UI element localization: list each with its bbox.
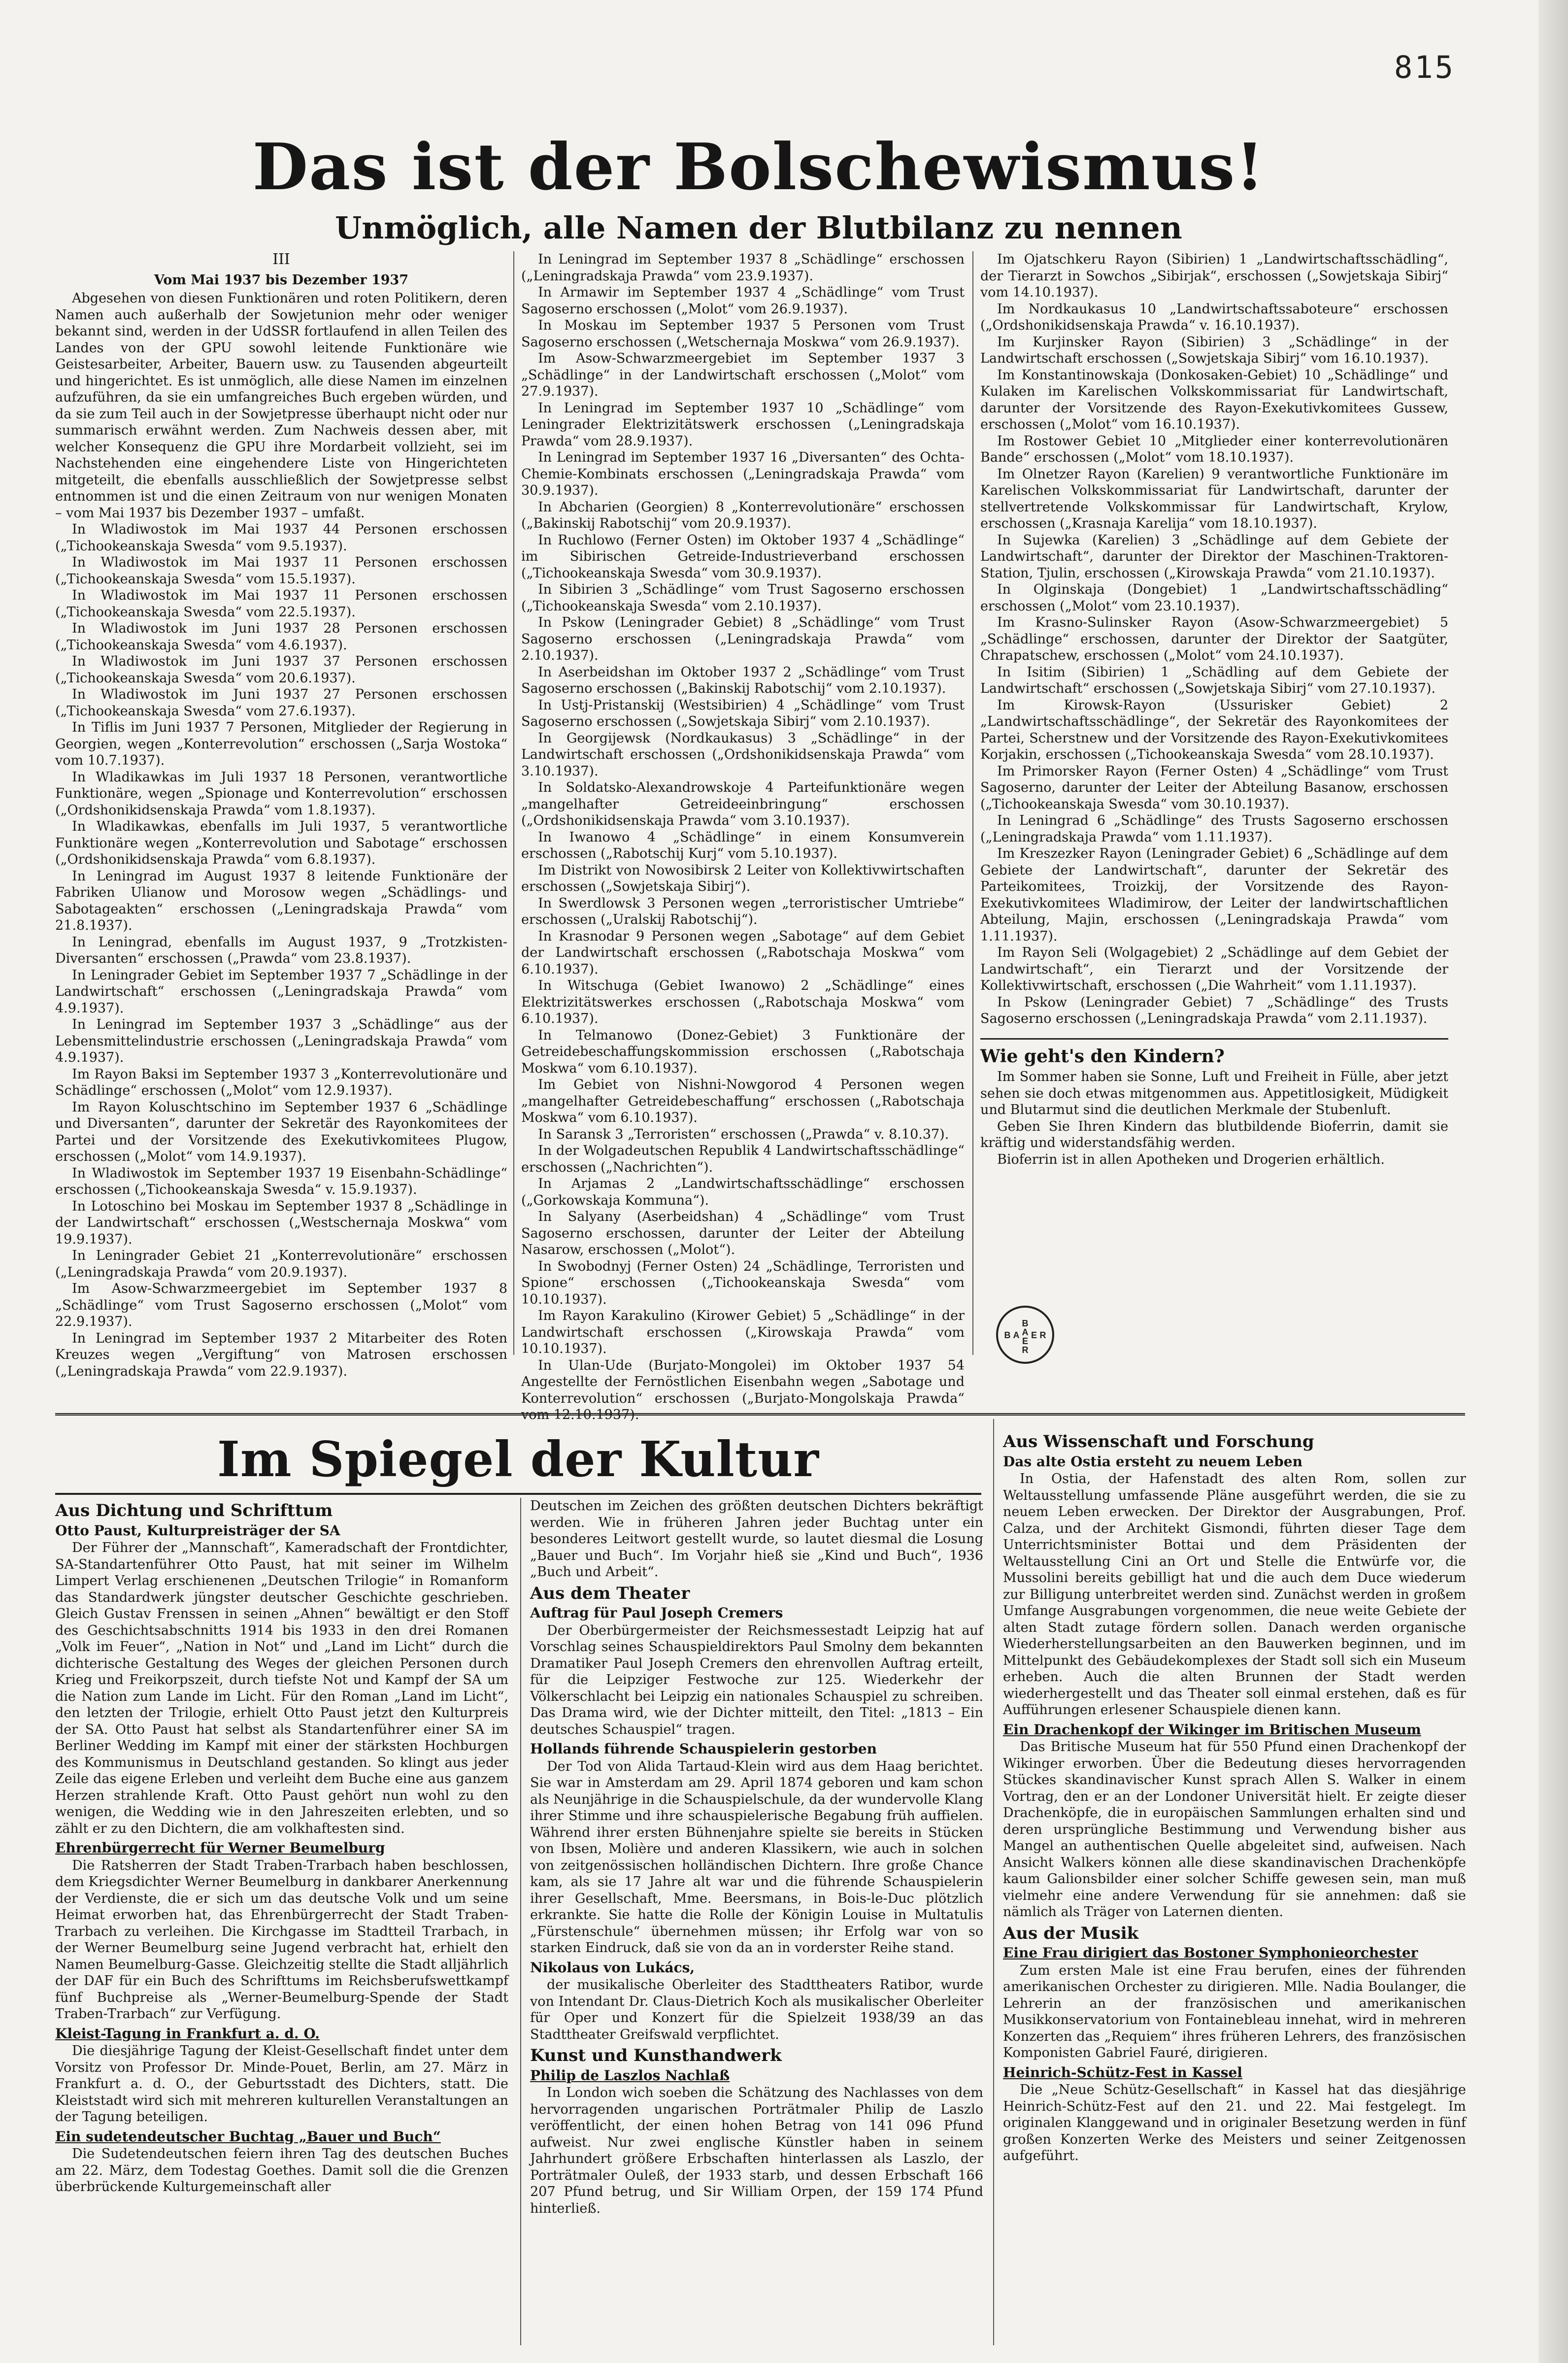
list-item: Im Rayon Seli (Wolgagebiet) 2 „Schädlinge auf dem Gebiet der Landwirtschaft“, ein Tierarzt und der Vorsitzende der Kollektivwirtschaft, erschossen („Die Wahrheit“ vom 1.11.1937). xyxy=(980,945,1448,993)
sub-headline: Unmöglich, alle Namen der Blutbilanz zu nennen xyxy=(335,210,1182,246)
list-item: In Pskow (Leningrader Gebiet) 8 „Schädlinge“ vom Trust Sagoserno erschossen („Leningradskaja Prawda“ vom 2.10.1937). xyxy=(521,615,965,663)
article-title: Ehrenbürgerrecht für Werner Beumelburg xyxy=(55,1840,385,1856)
list-item: In Leningrad im September 1937 10 „Schädlinge“ vom Leningrader Elektrizitätswerk erschossen („Leningradskaja Prawda“ vom 28.9.1937). xyxy=(521,400,965,449)
list-item: In Krasnodar 9 Personen wegen „Sabotage“ auf dem Gebiet der Landwirtschaft erschossen („Rabotschaja Moskwa“ vom 6.10.1937). xyxy=(521,928,965,977)
list-item: Im Rayon Koluschtschino im September 1937 6 „Schädlinge und Diversanten“, darunter der Sekretär des Rayonkomitees der Partei und der Vorsitzende des Exekutivkomitees Plugow, erschossen („Molot“ vom 14.9.1937). xyxy=(55,1099,507,1164)
section-heading-rule xyxy=(55,1493,981,1495)
list-item: In Pskow (Leningrader Gebiet) 7 „Schädlinge“ des Trusts Sagoserno erschossen („Leningradskaja Prawda“ vom 2.11.1937). xyxy=(980,994,1448,1026)
list-item: In Ustj-Pristanskij (Westsibirien) 4 „Schädlinge“ vom Trust Sagoserno erschossen („Sowjetskaja Sibirj“ vom 2.10.1937). xyxy=(521,697,965,729)
svg-text:R: R xyxy=(1022,1345,1029,1355)
article-title: Auftrag für Paul Joseph Cremers xyxy=(530,1605,783,1621)
section-title: Aus Wissenschaft und Forschung xyxy=(1003,1432,1314,1452)
list-item: In Wladikawkas, ebenfalls im Juli 1937, 5 verantwortliche Funktionäre wegen „Konterrevolution und Sabotage“ erschossen („Ordshonikidsenskaja Prawda“ vom 6.8.1937). xyxy=(55,819,507,867)
svg-text:E: E xyxy=(1022,1336,1029,1346)
list-item: Im Rostower Gebiet 10 „Mitglieder einer konterrevolutionären Bande“ erschossen („Molot“ vom 18.10.1937). xyxy=(980,433,1448,465)
list-item: Im Krasno-Sulinsker Rayon (Asow-Schwarzmeergebiet) 5 „Schädlinge“ erschossen, darunter der Direktor der Saatgüter, Chrapatschew, erschossen („Molot“ vom 24.10.1937). xyxy=(980,615,1448,663)
section-title: Kunst und Kunsthandwerk xyxy=(530,2046,782,2065)
svg-text:R: R xyxy=(1039,1330,1046,1340)
list-item: Im Asow-Schwarzmeergebiet im September 1937 3 „Schädlinge“ in der Landwirtschaft erschossen („Molot“ vom 27.9.1937). xyxy=(521,351,965,399)
list-item: Im Kurjinsker Rayon (Sibirien) 3 „Schädlinge“ in der Landwirtschaft erschossen („Sowjetskaja Sibirj“ vom 16.10.1937). xyxy=(980,334,1448,366)
advertisement xyxy=(980,1048,1448,1168)
list-item: In Ulan-Ude (Burjato-Mongolei) im Oktober 1937 54 Angestellte der Fernöstlichen Eisenbahn wegen „Sabotage und Konterrevolution“ erschossen („Burjato-Mongolskaja Prawda“ vom 12.10.1937). xyxy=(521,1357,965,1422)
list-item: Im Ojatschkeru Rayon (Sibirien) 1 „Landwirtschaftsschädling“, der Tierarzt in Sowchos „Sibirjak“, erschossen („Sowjetskaja Sibirj“ vom 14.10.1937). xyxy=(980,252,1448,300)
list-item: In Sujewka (Karelien) 3 „Schädlinge auf dem Gebiete der Landwirtschaft“, darunter der Direktor der Maschinen-Traktoren-Station, Tjulin, erschossen („Kirowskaja Prawda“ vom 21.10.1937). xyxy=(980,532,1448,581)
list-item: In Salyany (Aserbeidshan) 4 „Schädlinge“ vom Trust Sagoserno erschossen, darunter der Leiter der Abteilung Nasarow, erschossen („Molot“). xyxy=(521,1209,965,1257)
list-item: Im Olnetzer Rayon (Karelien) 9 verantwortliche Funktionäre im Karelischen Volkskommissariat für Landwirtschaft, darunter der stellvertretende Volkskommissar für Landwirtschaft, Krylow, erschossen („Krasnaja Karelija“ vom 18.10.1937). xyxy=(980,466,1448,531)
culture-column-3 xyxy=(1003,1429,1466,2164)
article-title: Ein sudetendeutscher Buchtag „Bauer und Buch“ xyxy=(55,2128,441,2145)
list-item: In Wladiwostok im Juni 1937 37 Personen erschossen („Tichookeanskaja Swesda“ vom 20.6.1937). xyxy=(55,654,507,686)
article-paragraph: Die diesjährige Tagung der Kleist-Gesellschaft findet unter dem Vorsitz von Professor Dr. Minde-Pouet, Berlin, am 27. März in Frankfurt a. d. O., der Geburtsstadt des Dichters, statt. Die Kleiststadt wird sich mit mehreren kulturellen Veranstaltungen an der Tagung beteiligen. xyxy=(55,2043,508,2125)
main-headline: Das ist der Bolschewismus! xyxy=(252,129,1265,204)
list-item: In Leningrad im September 1937 16 „Diversanten“ des Ochta-Chemie-Kombinats erschossen („Leningradskaja Prawda“ vom 30.9.1937). xyxy=(521,450,965,498)
article-paragraph: Die Ratsherren der Stadt Traben-Trarbach haben beschlossen, dem Kriegsdichter Werner Beumelburg in dankbarer Anerkennung der Verdienste, die er sich um das deutsche Volk und um seine Heimat erworben hat, das Ehrenbürgerrecht der Stadt Traben-Trarbach zu verleihen. Die Kirchgasse im Stadtteil Trarbach, in der Werner Beumelburg seine Jugend verbracht hat, erhielt den Namen Beumelburg-Gasse. Gleichzeitig stellte die Stadt alljährlich der DAF für ein Buch des Schrifttums im Reichsberufswettkampf fünf Buchpreise als „Werner-Beumelburg-Spende der Stadt Traben-Trarbach“ zur Verfügung. xyxy=(55,1857,508,2022)
list-item: In Wladiwostok im Juni 1937 28 Personen erschossen („Tichookeanskaja Swesda“ vom 4.6.1937). xyxy=(55,621,507,653)
list-item: In Saransk 3 „Terroristen“ erschossen („Prawda“ v. 8.10.37). xyxy=(538,1126,949,1142)
column-divider xyxy=(513,251,514,1355)
article-paragraph: Der Tod von Alida Tartaud-Klein wird aus dem Haag berichtet. Sie war in Amsterdam am 29. April 1874 geboren und kam schon als Neunjährige in die Schauspielschule, da der wundervolle Klang ihrer Stimme und ihre schauspielerische Begabung früh auffielen. Während ihrer ersten Bühnenjahre spielte sie bereits in Stücken von Ibsen, Molière und anderen Klassikern, wie auch in solchen von zeitgenössischen holländischen Dichtern. Ihre große Chance kam, als sie 17 Jahre alt war und die führende Schauspielerin ihrer Gesellschaft, Mme. Beersmans, in Bois-le-Duc plötzlich erkrankte. Sie hatte die Rolle der Königin Louise in Multatulis „Fürstenschule“ übernehmen müssen; ihr Erfolg war von so starken Eindruck, daß sie von da an in vorderster Reihe stand. xyxy=(530,1758,983,1956)
article-paragraph: Die Sudetendeutschen feiern ihren Tag des deutschen Buches am 22. März, dem Todestag Goethes. Damit soll die die Grenzen überbrückende Kulturgemeinschaft aller xyxy=(55,2146,508,2194)
list-item: In der Wolgadeutschen Republik 4 Landwirtschaftsschädlinge“ erschossen („Nachrichten“). xyxy=(521,1143,965,1175)
list-item: In Leningrad 6 „Schädlinge“ des Trusts Sagoserno erschossen („Leningradskaja Prawda“ vom 1.11.1937). xyxy=(980,813,1448,845)
list-item: In Telmanowo (Donez-Gebiet) 3 Funktionäre der Getreidebeschaffungskommission erschossen („Rabotschaja Moskwa“ vom 6.10.1937). xyxy=(521,1027,965,1076)
list-item: Im Gebiet von Nishni-Nowgorod 4 Personen wegen „mangelhafter Getreidebeschaffung“ erschossen („Rabotschaja Moskwa“ vom 6.10.1937). xyxy=(521,1077,965,1125)
article-paragraph: In Ostia, der Hafenstadt des alten Rom, sollen zur Weltausstellung umfassende Pläne ausgeführt werden, die sie zu neuem Leben erwecken. Der Direktor der Ausgrabungen, Prof. Calza, und der Architekt Gismondi, führten dieser Tage dem Unterrichtsminister Bottai und dem Präsidenten der Weltausstellung Cini an Ort und Stelle die Entwürfe vor, die Mussolini bereits gebilligt hat und die auch dem Duce wiederum zur Billigung unterbreitet werden sind. Zunächst werden in großem Umfange Ausgrabungen vorgenommen, die neue weite Gebiete der alten Stadt zutage fördern sollen. Danach werden organische Wiederherstellungsarbeiten an den Bauwerken beginnen, und im Mittelpunkt des Gebäudekomplexes der Stadt soll sich ein Museum erheben. Auch die alten Brunnen der Stadt werden wiederhergestellt und das Theater soll einmal erstehen, daß es für Aufführungen erlesener Schauspiele dienen kann. xyxy=(1003,1471,1466,1718)
execution-list xyxy=(521,251,965,1423)
list-item: In Leningrader Gebiet im September 1937 7 „Schädlinge in der Landwirtschaft“ erschossen („Leningradskaja Prawda“ vom 4.9.1937). xyxy=(55,967,507,1016)
ad-text: Geben Sie Ihren Kindern das blutbildende Bioferrin, damit sie kräftig und widerstandsfähig werden. xyxy=(980,1118,1448,1150)
article-column-2 xyxy=(521,251,965,1423)
list-item: In Leningrad im September 1937 2 Mitarbeiter des Roten Kreuzes wegen „Vergiftung“ von Matrosen erschossen („Leningradskaja Prawda“ vom 22.9.1937). xyxy=(55,1330,507,1379)
section-title: Aus dem Theater xyxy=(530,1583,690,1603)
article-paragraph: Der Oberbürgermeister der Reichsmessestadt Leipzig hat auf Vorschlag seines Schauspieldirektors Paul Smolny dem bekannten Dramatiker Paul Joseph Cremers den ehrenvollen Auftrag erteilt, für die Leipziger Festwoche zur 125. Wiederkehr der Völkerschlacht bei Leipzig ein nationales Schauspiel zu schreiben. Das Drama wird, wie der Dichter mitteilt, den Titel: „1813 – Ein deutsches Schauspiel“ tragen. xyxy=(530,1622,983,1737)
list-item: In Wladiwostok im Mai 1937 11 Personen erschossen („Tichookeanskaja Swesda“ vom 15.5.1937). xyxy=(55,555,507,587)
article-paragraph: In London wich soeben die Schätzung des Nachlasses von dem hervorragenden ungarischen Porträtmaler Philip de Laszlo veröffentlicht, der einen hohen Betrag von 141 096 Pfund aufweist. Nur zwei englische Künstler haben in seinem Jahrhundert größere Erbschaften hinterlassen als Laszlo, der Porträtmaler Ouleß, der 1933 starb, und dessen Erbschaft 166 207 Pfund betrug, und Sir William Orpen, der 159 174 Pfund hinterließ. xyxy=(530,2085,983,2216)
column-divider xyxy=(993,1419,994,2345)
ad-title: Wie geht's den Kindern? xyxy=(980,1046,1225,1067)
list-item: In Aserbeidshan im Oktober 1937 2 „Schädlinge“ vom Trust Sagoserno erschossen („Bakinskij Rabotschij“ vom 2.10.1937). xyxy=(521,664,965,696)
list-item: Im Kirowsk-Rayon (Ussurisker Gebiet) 2 „Landwirtschaftsschädlinge“, der Sekretär des Rayonkomitees der Partei, Scherstnew und der Vorsitzende des Rayon-Exekutivkomitees Korjakin, erschossen („Tichookeanskaja Swesda“ vom 28.10.1937). xyxy=(980,697,1448,762)
execution-list xyxy=(980,251,1448,1027)
list-item: In Isitim (Sibirien) 1 „Schädling auf dem Gebiete der Landwirtschaft“ erschossen („Sowjetskaja Sibirj“ vom 27.10.1937). xyxy=(980,664,1448,696)
list-item: In Leningrad im August 1937 8 leitende Funktionäre der Fabriken Ulianow und Morosow wegen „Schädlings- und Sabotageakten“ erschossen („Leningradskaja Prawda“ vom 21.8.1937). xyxy=(55,868,507,933)
list-item: In Tiflis im Juni 1937 7 Personen, Mitglieder der Regierung in Georgien, wegen „Konterrevolution“ erschossen („Sarja Wostoka“ vom 10.7.1937). xyxy=(55,720,507,768)
list-item: In Leningrad im September 1937 8 „Schädlinge“ erschossen („Leningradskaja Prawda“ vom 23.9.1937). xyxy=(521,252,965,284)
list-item: In Abcharien (Georgien) 8 „Konterrevolutionäre“ erschossen („Bakinskij Rabotschij“ vom 20.9.1937). xyxy=(521,499,965,531)
article-column-1 xyxy=(55,251,507,1380)
article-title: Kleist-Tagung in Frankfurt a. d. O. xyxy=(55,2025,320,2042)
svg-text:E: E xyxy=(1031,1330,1037,1340)
page-number: 815 xyxy=(1394,49,1455,85)
list-item: Im Rayon Baksi im September 1937 3 „Konterrevolutionäre und Schädlinge“ erschossen („Molot“ vom 12.9.1937). xyxy=(55,1066,507,1098)
article-title: Nikolaus von Lukács, xyxy=(530,1959,695,1976)
list-item: In Swerdlowsk 3 Personen wegen „terroristischer Umtriebe“ erschossen („Uralskij Rabotschij“). xyxy=(521,895,965,927)
ad-divider xyxy=(980,1038,1448,1040)
section-heading: Im Spiegel der Kultur xyxy=(217,1431,820,1488)
list-item: Im Distrikt von Nowosibirsk 2 Leiter von Kollektivwirtschaften erschossen („Sowjetskaja Sibirj“). xyxy=(521,862,965,894)
column-divider xyxy=(520,1498,521,2345)
list-item: In Iwanowo 4 „Schädlinge“ in einem Konsumverein erschossen („Rabotschij Kurj“ vom 5.10.1937). xyxy=(521,829,965,861)
list-item: In Leningrad im September 1937 3 „Schädlinge“ aus der Lebensmittelindustrie erschossen („Leningradskaja Prawda“ vom 4.9.1937). xyxy=(55,1017,507,1065)
list-item: In Wladiwostok im September 1937 19 Eisenbahn-Schädlinge“ erschossen („Tichookeanskaja Swesda“ v. 15.9.1937). xyxy=(55,1165,507,1197)
article-title: Das alte Ostia ersteht zu neuem Leben xyxy=(1003,1453,1302,1470)
article-title: Eine Frau dirigiert das Bostoner Symphonieorchester xyxy=(1003,1945,1418,1961)
page-binding-edge xyxy=(1538,0,1568,2363)
list-item: Im Primorsker Rayon (Ferner Osten) 4 „Schädlinge“ vom Trust Sagoserno, darunter der Leiter der Abteilung Basanow, erschossen („Tichookeanskaja Swesda“ vom 30.10.1937). xyxy=(980,763,1448,812)
section-title: Aus der Musik xyxy=(1003,1923,1139,1943)
list-item: Im Kreszezker Rayon (Leningrader Gebiet) 6 „Schädlinge auf dem Gebiete der Landwirtschaft“, darunter der Sekretär des Parteikomitees, Troizkij, der Vorsitzende des Rayon-Exekutivkomitees Wladimirow, der Leiter der landwirtschaftlichen Abteilung, Majin, erschossen („Leningradskaja Prawda“ vom 1.11.1937). xyxy=(980,846,1448,944)
article-title: Philip de Laszlos Nachlaß xyxy=(530,2067,730,2084)
article-paragraph: Die „Neue Schütz-Gesellschaft“ in Kassel hat das diesjährige Heinrich-Schütz-Fest auf den 21. und 22. Mai festgelegt. Im originalen Klanggewand und in originaler Besetzung werden in fünf großen Konzerten Werke des Meisters und seiner Zeitgenossen aufgeführt. xyxy=(1003,2082,1466,2163)
article-paragraph: Der Führer der „Mannschaft“, Kameradschaft der Frontdichter, SA-Standartenführer Otto Paust, hat mit seiner im Wilhelm Limpert Verlag erschienenen „Deutschen Trilogie“ in Romanform das Standardwerk jüngster deutscher Geschichte geschrieben. Gleich Gustav Frenssen in seinen „Ahnen“ bewältigt er den Stoff des Geschichtsabschnitts 1914 bis 1933 in den drei Romanen „Volk im Feuer“, „Nation in Not“ und „Land im Licht“ durch die dichterische Gestaltung des Weges der gleichen Personen durch Krieg und Freikorpszeit, durch tiefste Not und Kampf der SA um die Nation zum Lande im Licht. Für den Roman „Land im Licht“, den letzten der Trilogie, erhielt Otto Paust jetzt den Kulturpreis der SA. Otto Paust hat selbst als Standartenführer einer SA im Berliner Wedding im Kampf mit einer der stärksten Hochburgen des Kommunismus in Deutschland gestanden. So klingt aus jeder Zeile das eigene Erleben und verleiht dem Buche eine aus ganzem Herzen strahlende Kraft. Otto Paust gehört nun wohl zu den wenigen, die Wedding wie in den Jahreszeiten erlebten, und so zählt er zu den Dichtern, die am volkhaftesten sind. xyxy=(55,1540,508,1836)
list-item: In Soldatsko-Alexandrowskoje 4 Parteifunktionäre wegen „mangelhafter Getreideeinbringung“ erschossen („Ordshonikidsenskaja Prawda“ vom 3.10.1937). xyxy=(521,780,965,828)
list-item: In Wladikawkas im Juli 1937 18 Personen, verantwortliche Funktionäre, wegen „Spionage und Konterrevolution“ erschossen („Ordshonikidsenskaja Prawda“ vom 1.8.1937). xyxy=(55,769,507,818)
intro-paragraph: Abgesehen von diesen Funktionären und roten Politikern, deren Namen auch außerhalb der Sowjetunion mehr oder weniger bekannt sind, werden in der UdSSR fortlaufend in allen Teilen des Landes von der GPU sowohl leitende Funktionäre wie Geistesarbeiter, Arbeiter, Bauern usw. zu Tausenden abgeurteilt und hingerichtet. Es ist unmöglich, alle diese Namen im einzelnen aufzuführen, da sie ein umfangreiches Buch ergeben würden, und da sie zum Teil auch in der Sowjetpresse überhaupt nicht oder nur summarisch erwähnt werden. Zum Nachweis dessen aber, mit welcher Konsequenz die GPU ihre Mordarbeit vollzieht, sei im Nachstehenden eine eingehendere Liste von Hingerichteten mitgeteilt, die ebenfalls ausschließlich der Sowjetpresse selbst entnommen ist und die einen Zeitraum von nur wenigen Monaten – vom Mai 1937 bis Dezember 1937 – umfaßt. xyxy=(55,291,507,521)
list-item: In Armawir im September 1937 4 „Schädlinge“ vom Trust Sagoserno erschossen („Molot“ vom 26.9.1937). xyxy=(521,285,965,317)
article-paragraph: Das Britische Museum hat für 550 Pfund einen Drachenkopf der Wikinger erworben. Über die Bedeutung dieses hervorragenden Stückes skandinavischer Kunst sprach Allen S. Walker in einem Vortrag, den er an der Londoner Universität hielt. Er zeigte dieser Drachenköpfe, die in europäischen Sammlungen erhalten sind und deren ursprüngliche Bestimmung und Verwendung bisher aus Mangel an authentischen Quelle abgeleitet sind, aufweisen. Nach Ansicht Walkers können alle diese skandinavischen Drachenköpfe kaum Galionsbilder einer solcher Schiffe gewesen sein, man muß vielmehr eine andere Verwendung für sie annehmen: daß sie nämlich als Träger von Laternen dienten. xyxy=(1003,1739,1466,1920)
column-divider xyxy=(972,251,973,1355)
list-item: In Sibirien 3 „Schädlinge“ vom Trust Sagoserno erschossen („Tichookeanskaja Swesda“ vom 2.10.1937). xyxy=(521,582,965,614)
date-range-heading: Vom Mai 1937 bis Dezember 1937 xyxy=(154,272,409,288)
article-paragraph: Deutschen im Zeichen des größten deutschen Dichters bekräftigt werden. Wie in früheren Jahren jeder Buchtag unter ein besonderes Leitwort gestellt wurde, so lautet diesmal die Losung „Bauer und Buch“. Im Vorjahr hieß sie „Kind und Buch“, 1936 „Buch und Arbeit“. xyxy=(530,1498,983,1580)
list-item: Im Asow-Schwarzmeergebiet im September 1937 8 „Schädlinge“ vom Trust Sagoserno erschossen („Molot“ vom 22.9.1937). xyxy=(55,1281,507,1329)
list-item: In Ruchlowo (Ferner Osten) im Oktober 1937 4 „Schädlinge“ im Sibirischen Getreide-Industrieverband erschossen („Tichookeanskaja Swesda“ vom 30.9.1937). xyxy=(521,532,965,581)
svg-text:B: B xyxy=(1004,1330,1011,1340)
ad-text: Bioferrin ist in allen Apotheken und Drogerien erhältlich. xyxy=(997,1151,1385,1167)
part-number: III xyxy=(272,251,290,268)
list-item: Im Rayon Karakulino (Kirower Gebiet) 5 „Schädlinge“ in der Landwirtschaft erschossen („Kirowskaja Prawda“ vom 10.10.1937). xyxy=(521,1308,965,1356)
svg-text:A: A xyxy=(1013,1330,1020,1340)
article-column-3 xyxy=(980,251,1448,1168)
bayer-cross-icon xyxy=(996,1306,1054,1364)
list-item: In Swobodnyj (Ferner Osten) 24 „Schädlinge, Terroristen und Spione“ erschossen („Tichookeanskaja Swesda“ vom 10.10.1937). xyxy=(521,1258,965,1307)
article-paragraph: Zum ersten Male ist eine Frau berufen, eines der führenden amerikanischen Orchester zu dirigieren. Mlle. Nadia Boulanger, die Lehrerin an der französischen und amerikanischen Musikkonservatorium von Fontainebleau innehat, wird in mehreren Konzerten das „Requiem“ ihres früheren Lehrers, des französischen Komponisten Gabriel Fauré, dirigieren. xyxy=(1003,1962,1466,2060)
article-title: Hollands führende Schauspielerin gestorben xyxy=(530,1741,877,1757)
article-title: Heinrich-Schütz-Fest in Kassel xyxy=(1003,2064,1242,2081)
article-paragraph: der musikalische Oberleiter des Stadttheaters Ratibor, wurde von Intendant Dr. Claus-Dietrich Koch als musikalischer Oberleiter für Oper und Konzert für die Spielzeit 1938/39 an das Stadttheater Greifswald verpflichtet. xyxy=(530,1977,983,2042)
section-title: Aus Dichtung und Schrifttum xyxy=(55,1501,333,1520)
list-item: In Witschuga (Gebiet Iwanowo) 2 „Schädlinge“ eines Elektrizitätswerkes erschossen („Rabotschaja Moskwa“ vom 6.10.1937). xyxy=(521,978,965,1026)
culture-column-2 xyxy=(530,1498,983,2217)
list-item: In Leningrader Gebiet 21 „Konterrevolutionäre“ erschossen („Leningradskaja Prawda“ vom 20.9.1937). xyxy=(55,1248,507,1280)
list-item: In Wladiwostok im Mai 1937 11 Personen erschossen („Tichookeanskaja Swesda“ vom 22.5.1937). xyxy=(55,588,507,620)
list-item: In Leningrad, ebenfalls im August 1937, 9 „Trotzkisten-Diversanten“ erschossen („Prawda“ vom 23.8.1937). xyxy=(55,934,507,966)
list-item: In Moskau im September 1937 5 Personen vom Trust Sagoserno erschossen („Wetschernaja Moskwa“ vom 26.9.1937). xyxy=(521,318,965,350)
list-item: In Georgijewsk (Nordkaukasus) 3 „Schädlinge“ in der Landwirtschaft erschossen („Ordshonikidsenskaja Prawda“ vom 3.10.1937). xyxy=(521,730,965,779)
list-item: In Olginskaja (Dongebiet) 1 „Landwirtschaftsschädling“ erschossen („Molot“ vom 23.10.1937). xyxy=(980,582,1448,614)
article-title: Ein Drachenkopf der Wikinger im Britischen Museum xyxy=(1003,1721,1421,1738)
list-item: In Wladiwostok im Juni 1937 27 Personen erschossen („Tichookeanskaja Swesda“ vom 27.6.1937). xyxy=(55,687,507,719)
list-item: In Lotoschino bei Moskau im September 1937 8 „Schädlinge in der Landwirtschaft“ erschossen („Westschernaja Moskwa“ vom 19.9.1937). xyxy=(55,1198,507,1247)
list-item: Im Nordkaukasus 10 „Landwirtschaftssaboteure“ erschossen („Ordshonikidsenskaja Prawda“ v. 16.10.1937). xyxy=(980,301,1448,333)
ad-text: Im Sommer haben sie Sonne, Luft und Freiheit in Fülle, aber jetzt sehen sie doch etwas mitgenommen aus. Appetitlosigkeit, Müdigkeit und Blutarmut sind die deutlichen Merkmale der Stubenluft. xyxy=(980,1069,1448,1117)
list-item: Im Konstantinowskaja (Donkosaken-Gebiet) 10 „Schädlinge“ und Kulaken im Karelischen Volkskommissariat für Landwirtschaft, darunter der Vorsitzende des Rayon-Exekutivkomitees Gussew, erschossen („Molot“ vom 16.10.1937). xyxy=(980,367,1448,432)
list-item: In Arjamas 2 „Landwirtschaftsschädlinge“ erschossen („Gorkowskaja Kommuna“). xyxy=(521,1176,965,1208)
list-item: In Wladiwostok im Mai 1937 44 Personen erschossen („Tichookeanskaja Swesda“ vom 9.5.1937). xyxy=(55,522,507,554)
execution-list xyxy=(55,521,507,1380)
svg-text:B: B xyxy=(1022,1318,1029,1328)
article-title: Otto Paust, Kulturpreisträger der SA xyxy=(55,1522,340,1539)
svg-text:A: A xyxy=(1022,1327,1029,1337)
culture-column-1 xyxy=(55,1498,508,2195)
section-divider xyxy=(55,1413,1465,1416)
